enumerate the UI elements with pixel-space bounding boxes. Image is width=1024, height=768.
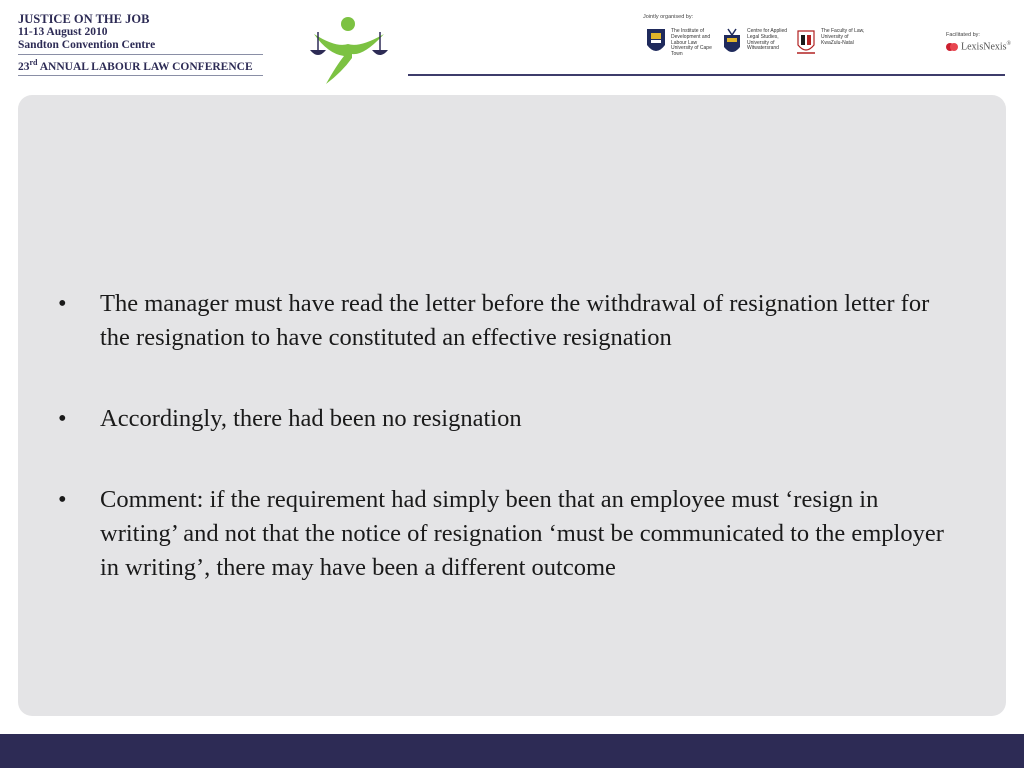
title-divider-bottom	[18, 75, 263, 76]
header-divider	[408, 74, 1005, 76]
partner-uct	[645, 27, 717, 58]
uct-crest-icon	[645, 27, 667, 57]
bullet-text: Accordingly, there had been no resignation	[100, 405, 522, 432]
title-divider	[18, 54, 263, 55]
bullet-dot: •	[58, 486, 67, 513]
sponsor-name: LexisNexis®	[961, 41, 1012, 53]
lexisnexis-logo	[945, 41, 1011, 53]
justice-figure-logo-icon	[308, 14, 392, 86]
bullet-item	[58, 287, 958, 355]
bullet-dot: •	[58, 405, 67, 432]
bullet-item	[58, 483, 958, 585]
partner-ukzn	[795, 27, 867, 57]
bullet-item	[58, 402, 958, 436]
bullet-dot: •	[58, 290, 67, 317]
conference-name: JUSTICE ON THE JOB	[18, 12, 150, 26]
wits-crest-icon	[721, 27, 743, 57]
conference-dates: 11-13 August 2010	[18, 26, 108, 38]
ukzn-crest-icon	[795, 27, 817, 57]
conference-title-block	[18, 12, 263, 76]
lexisnexis-emblem-icon	[945, 41, 959, 53]
bullet-text: Comment: if the requirement had simply been that an employee must ‘resign in writing’ and not that the notice of resignation ‘must be communicated to the employer in writing’, there may have been a different outcome	[100, 486, 944, 581]
partner-uct-label: The Institute of Development and Labour Law University of Cape Town	[671, 28, 712, 58]
organised-by-label: Jointly organised by:	[643, 14, 694, 20]
conference-edition: 23rd ANNUAL LABOUR LAW CONFERENCE	[18, 58, 253, 73]
bullet-list	[58, 287, 958, 632]
facilitated-by-label: Facilitated by:	[946, 32, 980, 38]
partner-wits	[721, 27, 793, 57]
footer-bar	[0, 734, 1024, 768]
bullet-text: The manager must have read the letter before the withdrawal of resignation letter for the resignation to have constituted an effective resignation	[100, 290, 930, 351]
partner-ukzn-label: The Faculty of Law, University of KwaZulu-Natal	[821, 28, 865, 46]
conference-venue: Sandton Convention Centre	[18, 38, 156, 51]
partner-wits-label: Centre for Applied Legal Studies, University of Witwatersrand	[747, 28, 788, 52]
